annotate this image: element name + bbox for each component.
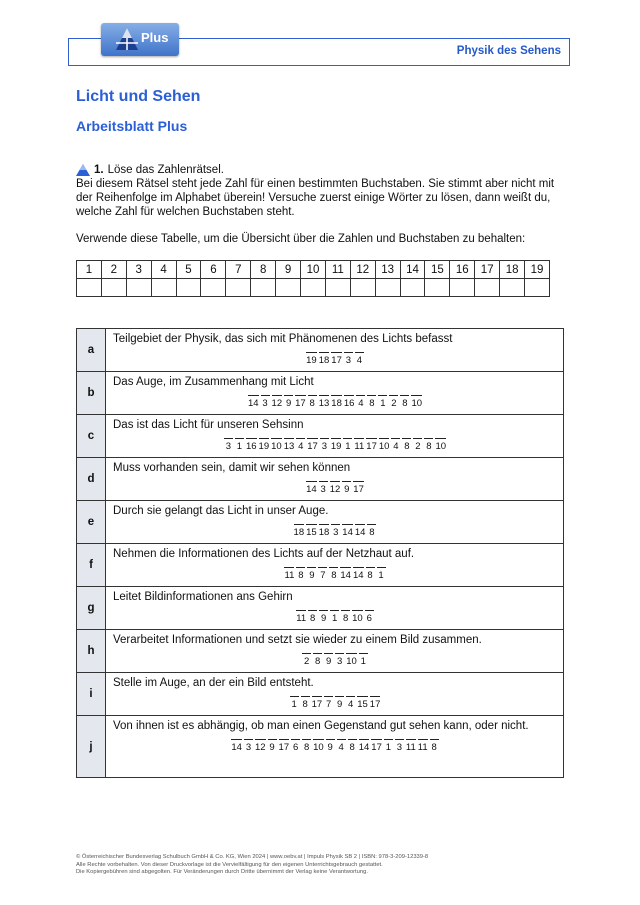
number-cell: 8 (251, 261, 276, 279)
code-digit-blank[interactable]: 3 (224, 438, 233, 452)
riddle-letter: e (77, 501, 106, 544)
letter-answer-cell[interactable] (425, 279, 450, 297)
answer-code (113, 352, 557, 366)
code-digit-blank[interactable]: 1 (290, 696, 299, 710)
riddle-clue: Nehmen die Informationen des Lichts auf der Netzhaut auf. (113, 548, 415, 560)
footer-line: Die Kopiergebühren sind abgegolten. Für Veränderungen durch Dritte übernimmt der Verlag keine Verantwortung. (76, 869, 368, 876)
letter-input-row (77, 279, 550, 297)
riddle-clue: Verarbeitet Informationen und setzt sie wieder zu einem Bild zusammen. (113, 634, 482, 646)
code-digit-blank[interactable]: 3 (331, 524, 340, 538)
difficulty-triangle-icon (76, 164, 90, 176)
code-digit-blank[interactable]: 8 (424, 438, 433, 452)
riddle-clue: Stelle im Auge, an der ein Bild entsteht. (113, 677, 314, 689)
code-digit-blank[interactable]: 3 (395, 739, 404, 753)
code-digit-blank[interactable]: 4 (346, 696, 355, 710)
task-1 (76, 163, 566, 219)
number-cell: 11 (325, 261, 350, 279)
code-digit-blank[interactable]: 8 (367, 395, 376, 409)
riddle-letter: g (77, 587, 106, 630)
code-digit-blank[interactable]: 8 (296, 567, 305, 581)
answer-code (113, 739, 557, 753)
answer-code (113, 438, 557, 452)
riddle-clue: Das ist das Licht für unseren Sehsinn (113, 419, 304, 431)
answer-code (113, 524, 557, 538)
letter-answer-cell[interactable] (176, 279, 201, 297)
riddle-clue-cell (106, 630, 564, 673)
code-digit-blank[interactable]: 15 (357, 696, 368, 710)
riddle-letter: h (77, 630, 106, 673)
code-digit-blank[interactable]: 14 (355, 524, 366, 538)
riddle-clue: Muss vorhanden sein, damit wir sehen können (113, 462, 351, 474)
riddle-clue-cell (106, 673, 564, 716)
code-digit-blank[interactable]: 9 (284, 395, 293, 409)
riddle-row (77, 630, 564, 673)
code-digit-blank[interactable]: 9 (335, 696, 344, 710)
number-cell: 6 (201, 261, 226, 279)
code-digit-blank[interactable]: 8 (302, 739, 311, 753)
number-cell: 18 (500, 261, 525, 279)
code-digit-blank[interactable]: 11 (406, 739, 416, 753)
code-digit-blank[interactable]: 17 (366, 438, 377, 452)
code-digit-blank[interactable]: 16 (246, 438, 257, 452)
letter-answer-cell[interactable] (276, 279, 301, 297)
number-row (77, 261, 550, 279)
code-digit-blank[interactable]: 4 (356, 395, 365, 409)
code-digit-blank[interactable]: 18 (319, 524, 330, 538)
code-digit-blank[interactable]: 1 (343, 438, 352, 452)
code-digit-blank[interactable]: 8 (402, 438, 411, 452)
letter-answer-cell[interactable] (325, 279, 350, 297)
riddle-clue: Von ihnen ist es abhängig, ob man einen Gegenstand gut sehen kann, oder nicht. (113, 720, 529, 732)
code-digit-blank[interactable]: 17 (370, 696, 381, 710)
task-heading-text: Löse das Zahlenrätsel. (107, 164, 224, 176)
code-digit-blank[interactable]: 9 (307, 567, 316, 581)
riddle-row (77, 673, 564, 716)
riddle-row (77, 501, 564, 544)
code-digit-blank[interactable]: 19 (259, 438, 270, 452)
code-digit-blank[interactable]: 9 (326, 739, 335, 753)
task-body: Bei diesem Rätsel steht jede Zahl für einen bestimmten Buchstaben. Sie stimmt aber nicht mit der Reihenfolge im Alphabet überein! Versuche zuerst einige Wörter zu lösen, dann weißt du, welche Zahl für welchen Buchstaben steht. (76, 178, 555, 218)
number-letter-table (76, 260, 550, 297)
footer (76, 854, 428, 877)
riddle-table (76, 328, 564, 778)
code-digit-blank[interactable]: 10 (411, 395, 422, 409)
number-cell: 16 (450, 261, 475, 279)
code-digit-blank[interactable]: 18 (294, 524, 305, 538)
riddle-row (77, 716, 564, 778)
letter-answer-cell[interactable] (350, 279, 375, 297)
code-digit-blank[interactable]: 3 (320, 438, 329, 452)
riddle-letter: f (77, 544, 106, 587)
task-number: 1. (94, 164, 104, 176)
riddle-letter: a (77, 329, 106, 372)
riddle-letter: c (77, 415, 106, 458)
code-digit-blank[interactable]: 8 (430, 739, 439, 753)
code-digit-blank[interactable]: 1 (384, 739, 393, 753)
code-digit-blank[interactable]: 19 (331, 438, 342, 452)
riddle-clue-cell (106, 329, 564, 372)
riddle-clue: Das Auge, im Zusammenhang mit Licht (113, 376, 314, 388)
riddle-letter: j (77, 716, 106, 778)
riddle-clue: Durch sie gelangt das Licht in unser Auge. (113, 505, 329, 517)
code-digit-blank[interactable]: 12 (330, 481, 341, 495)
code-digit-blank[interactable]: 17 (312, 696, 323, 710)
code-digit-blank[interactable]: 4 (296, 438, 305, 452)
code-digit-blank[interactable]: 10 (379, 438, 390, 452)
page-subtitle: Arbeitsblatt Plus (76, 118, 188, 134)
riddle-row (77, 415, 564, 458)
number-cell: 1 (77, 261, 102, 279)
letter-answer-cell[interactable] (151, 279, 176, 297)
answer-code (113, 481, 557, 495)
code-digit-blank[interactable]: 19 (306, 352, 317, 366)
code-digit-blank[interactable]: 18 (319, 352, 330, 366)
code-digit-blank[interactable]: 13 (284, 438, 295, 452)
riddle-clue-cell (106, 372, 564, 415)
riddle-clue: Leitet Bildinformationen ans Gehirn (113, 591, 293, 603)
letter-answer-cell[interactable] (375, 279, 400, 297)
code-digit-blank[interactable]: 7 (324, 696, 333, 710)
letter-answer-cell[interactable] (450, 279, 475, 297)
code-digit-blank[interactable]: 12 (272, 395, 283, 409)
code-digit-blank[interactable]: 9 (342, 481, 351, 495)
code-digit-blank[interactable]: 11 (418, 739, 428, 753)
code-digit-blank[interactable]: 6 (291, 739, 300, 753)
letter-answer-cell[interactable] (400, 279, 425, 297)
letter-answer-cell[interactable] (101, 279, 126, 297)
code-digit-blank[interactable]: 10 (346, 653, 357, 667)
page-title: Licht und Sehen (76, 88, 201, 105)
code-digit-blank[interactable]: 3 (319, 481, 328, 495)
answer-code (113, 567, 557, 581)
code-digit-blank[interactable]: 13 (319, 395, 330, 409)
code-digit-blank[interactable]: 8 (366, 567, 375, 581)
code-digit-blank[interactable]: 1 (377, 567, 386, 581)
code-digit-blank[interactable]: 2 (413, 438, 422, 452)
code-digit-blank[interactable]: 15 (306, 524, 317, 538)
riddle-clue-cell (106, 544, 564, 587)
riddle-letter: d (77, 458, 106, 501)
code-digit-blank[interactable]: 14 (353, 567, 364, 581)
riddle-clue: Teilgebiet der Physik, das sich mit Phänomenen des Lichts befasst (113, 333, 453, 345)
code-digit-blank[interactable]: 3 (335, 653, 344, 667)
code-digit-blank[interactable]: 4 (337, 739, 346, 753)
footer-line: © Österreichischer Bundesverlag Schulbuch GmbH & Co. KG, Wien 2024 | www.oebv.at | Impuls Physik SB 2 | ISBN: 978-3-209-12339-8 (76, 854, 429, 860)
letter-answer-cell[interactable] (251, 279, 276, 297)
number-cell: 7 (226, 261, 251, 279)
code-digit-blank[interactable]: 8 (313, 653, 322, 667)
code-digit-blank[interactable]: 12 (255, 739, 266, 753)
letter-answer-cell[interactable] (77, 279, 102, 297)
code-digit-blank[interactable]: 11 (354, 438, 364, 452)
code-digit-blank[interactable]: 4 (391, 438, 400, 452)
code-digit-blank[interactable]: 9 (319, 610, 328, 624)
code-digit-blank[interactable]: 8 (308, 610, 317, 624)
code-digit-blank[interactable]: 8 (367, 524, 376, 538)
riddle-clue-cell (106, 415, 564, 458)
number-cell: 3 (126, 261, 151, 279)
code-digit-blank[interactable]: 14 (340, 567, 351, 581)
answer-code (113, 696, 557, 710)
answer-code (113, 610, 557, 624)
code-digit-blank[interactable]: 2 (389, 395, 398, 409)
letter-answer-cell[interactable] (126, 279, 151, 297)
code-digit-blank[interactable]: 8 (348, 739, 357, 753)
code-digit-blank[interactable]: 3 (244, 739, 253, 753)
code-digit-blank[interactable]: 2 (302, 653, 311, 667)
code-digit-blank[interactable]: 14 (306, 481, 317, 495)
number-cell: 4 (151, 261, 176, 279)
number-cell: 15 (425, 261, 450, 279)
task-heading (76, 163, 566, 177)
number-cell: 14 (400, 261, 425, 279)
number-cell: 12 (350, 261, 375, 279)
answer-code (113, 653, 557, 667)
code-digit-blank[interactable]: 8 (400, 395, 409, 409)
riddle-row (77, 329, 564, 372)
code-digit-blank[interactable]: 17 (371, 739, 382, 753)
code-digit-blank[interactable]: 8 (341, 610, 350, 624)
riddle-row (77, 372, 564, 415)
code-digit-blank[interactable]: 17 (353, 481, 364, 495)
code-digit-blank[interactable]: 8 (301, 696, 310, 710)
letter-answer-cell[interactable] (500, 279, 525, 297)
riddle-row (77, 544, 564, 587)
riddle-clue-cell (106, 716, 564, 778)
code-digit-blank[interactable]: 3 (344, 352, 353, 366)
number-cell: 10 (301, 261, 326, 279)
logo-text: Plus (141, 30, 169, 45)
code-digit-blank[interactable]: 11 (284, 567, 294, 581)
code-digit-blank[interactable]: 10 (271, 438, 282, 452)
code-digit-blank[interactable]: 9 (268, 739, 277, 753)
footer-line: Alle Rechte vorbehalten. Von dieser Druckvorlage ist die Vervielfältigung für den eigenen Unterrichtsgebrauch gestattet. (76, 861, 383, 868)
number-cell: 13 (375, 261, 400, 279)
header-subject: Physik des Sehens (456, 45, 561, 57)
letter-answer-cell[interactable] (301, 279, 326, 297)
code-digit-blank[interactable]: 10 (313, 739, 324, 753)
code-digit-blank[interactable]: 4 (355, 352, 364, 366)
code-digit-blank[interactable]: 6 (365, 610, 374, 624)
letter-answer-cell[interactable] (201, 279, 226, 297)
code-digit-blank[interactable]: 1 (330, 610, 339, 624)
riddle-letter: i (77, 673, 106, 716)
riddle-row (77, 458, 564, 501)
table-instruction: Verwende diese Tabelle, um die Übersicht über die Zahlen und Buchstaben zu behalten: (76, 233, 526, 245)
code-digit-blank[interactable]: 10 (435, 438, 446, 452)
riddle-clue-cell (106, 587, 564, 630)
code-digit-blank[interactable]: 14 (359, 739, 370, 753)
number-cell: 9 (276, 261, 301, 279)
code-digit-blank[interactable]: 17 (279, 739, 290, 753)
code-digit-blank[interactable]: 17 (307, 438, 318, 452)
triangle-logo-icon (115, 27, 139, 51)
answer-code (113, 395, 557, 409)
code-digit-blank[interactable]: 10 (352, 610, 363, 624)
riddle-letter: b (77, 372, 106, 415)
code-digit-blank[interactable]: 3 (261, 395, 270, 409)
riddle-row (77, 587, 564, 630)
riddle-clue-cell (106, 458, 564, 501)
code-digit-blank[interactable]: 18 (331, 395, 342, 409)
code-digit-blank[interactable]: 14 (248, 395, 259, 409)
code-digit-blank[interactable]: 8 (308, 395, 317, 409)
letter-answer-cell[interactable] (226, 279, 251, 297)
code-digit-blank[interactable]: 1 (378, 395, 387, 409)
code-digit-blank[interactable]: 17 (295, 395, 306, 409)
code-digit-blank[interactable]: 7 (318, 567, 327, 581)
code-digit-blank[interactable]: 14 (342, 524, 353, 538)
code-digit-blank[interactable]: 1 (359, 653, 368, 667)
riddle-clue-cell (106, 501, 564, 544)
code-digit-blank[interactable]: 1 (235, 438, 244, 452)
code-digit-blank[interactable]: 17 (331, 352, 342, 366)
letter-answer-cell[interactable] (525, 279, 550, 297)
plus-logo (101, 23, 179, 56)
number-cell: 2 (101, 261, 126, 279)
letter-answer-cell[interactable] (475, 279, 500, 297)
code-digit-blank[interactable]: 14 (231, 739, 242, 753)
code-digit-blank[interactable]: 8 (329, 567, 338, 581)
number-cell: 17 (475, 261, 500, 279)
code-digit-blank[interactable]: 16 (344, 395, 355, 409)
code-digit-blank[interactable]: 11 (296, 610, 306, 624)
code-digit-blank[interactable]: 9 (324, 653, 333, 667)
number-cell: 5 (176, 261, 201, 279)
number-cell: 19 (525, 261, 550, 279)
